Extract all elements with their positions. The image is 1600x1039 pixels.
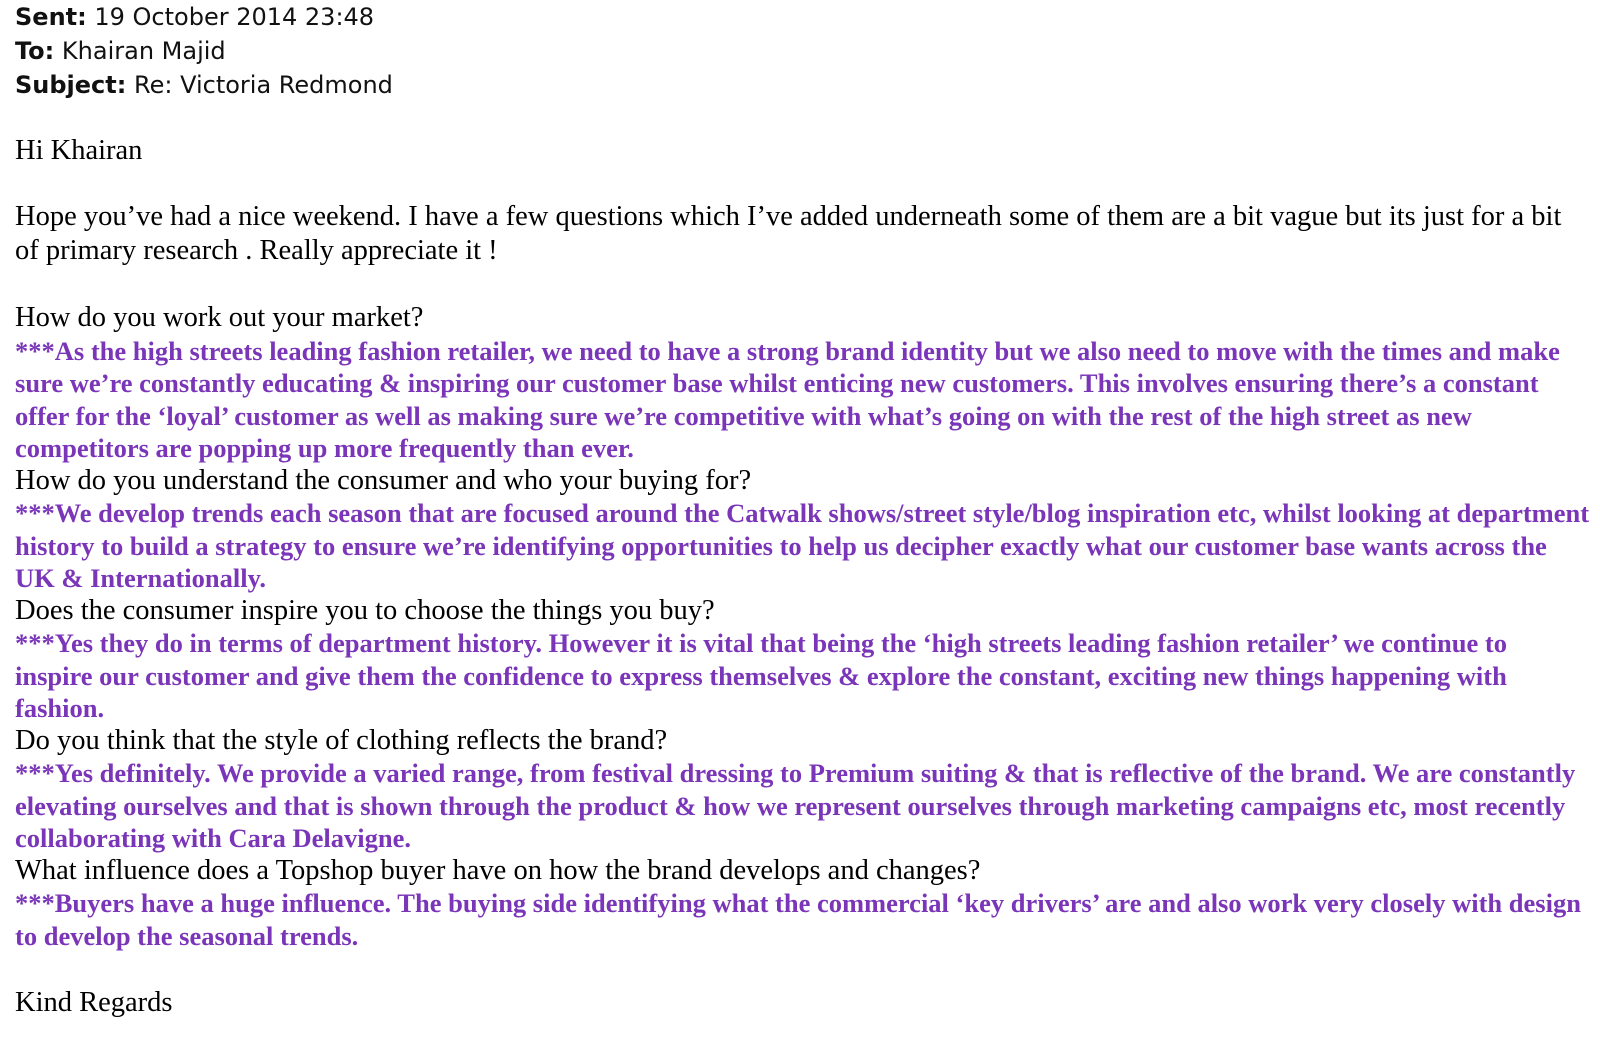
question: What influence does a Topshop buyer have on how the brand develops and changes? bbox=[15, 854, 981, 886]
answer: ***We develop trends each season that are focused around the Catwalk shows/street style/blog inspiration etc, whilst looking at department history to build a strategy to ensure we’re identifying opportunities to help us decipher exactly what our customer base wants across the UK & Internationally. bbox=[15, 498, 1590, 593]
email-message bbox=[15, 0, 1590, 1020]
answer: ***As the high streets leading fashion retailer, we need to have a strong brand identity but we also need to move with the times and make sure we’re constantly educating & inspiring our customer base whilst enticing new customers. This involves ensuring there’s a constant offer for the ‘loyal’ customer as well as making sure we’re competitive with what’s going on with the rest of the high street as new competitors are popping up more frequently than ever. bbox=[15, 335, 1560, 463]
question: Do you think that the style of clothing reflects the brand? bbox=[15, 724, 668, 756]
question: How do you work out your market? bbox=[15, 302, 424, 333]
to-label: To: bbox=[15, 37, 55, 65]
intro-paragraph: Hope you’ve had a nice weekend. I have a few questions which I’ve added underneath some of them are a bit vague but its just for a bit of primary research . Really appreciate it ! bbox=[15, 201, 1562, 266]
sent-value: 19 October 2014 23:48 bbox=[94, 3, 375, 31]
subject-value: Re: Victoria Redmond bbox=[134, 71, 393, 99]
to-value: Khairan Majid bbox=[61, 37, 226, 65]
qa-section bbox=[15, 302, 1590, 952]
sent-label: Sent: bbox=[15, 3, 87, 31]
closing: Kind Regards bbox=[15, 987, 173, 1018]
answer: ***Yes definitely. We provide a varied range, from festival dressing to Premium suiting & that is reflective of the brand. We are constantly elevating ourselves and that is shown through the product & how we represent ourselves through marketing campaigns etc, most recently collaborating with Cara Delavigne. bbox=[15, 758, 1576, 853]
email-header bbox=[15, 0, 1590, 102]
subject-label: Subject: bbox=[15, 71, 127, 99]
answer: ***Yes they do in terms of department history. However it is vital that being the ‘high streets leading fashion retailer’ we continue to inspire our customer and give them the confidence to express themselves & explore the constant, exciting new things happening with fashion. bbox=[15, 628, 1507, 723]
answer: ***Buyers have a huge influence. The buying side identifying what the commercial ‘key drivers’ are and also work very closely with design to develop the seasonal trends. bbox=[15, 888, 1581, 951]
question: Does the consumer inspire you to choose the things you buy? bbox=[15, 594, 715, 626]
question: How do you understand the consumer and who your buying for? bbox=[15, 464, 752, 496]
sent-line bbox=[15, 0, 1590, 34]
subject-line bbox=[15, 68, 1590, 102]
to-line bbox=[15, 34, 1590, 68]
greeting: Hi Khairan bbox=[15, 135, 143, 166]
